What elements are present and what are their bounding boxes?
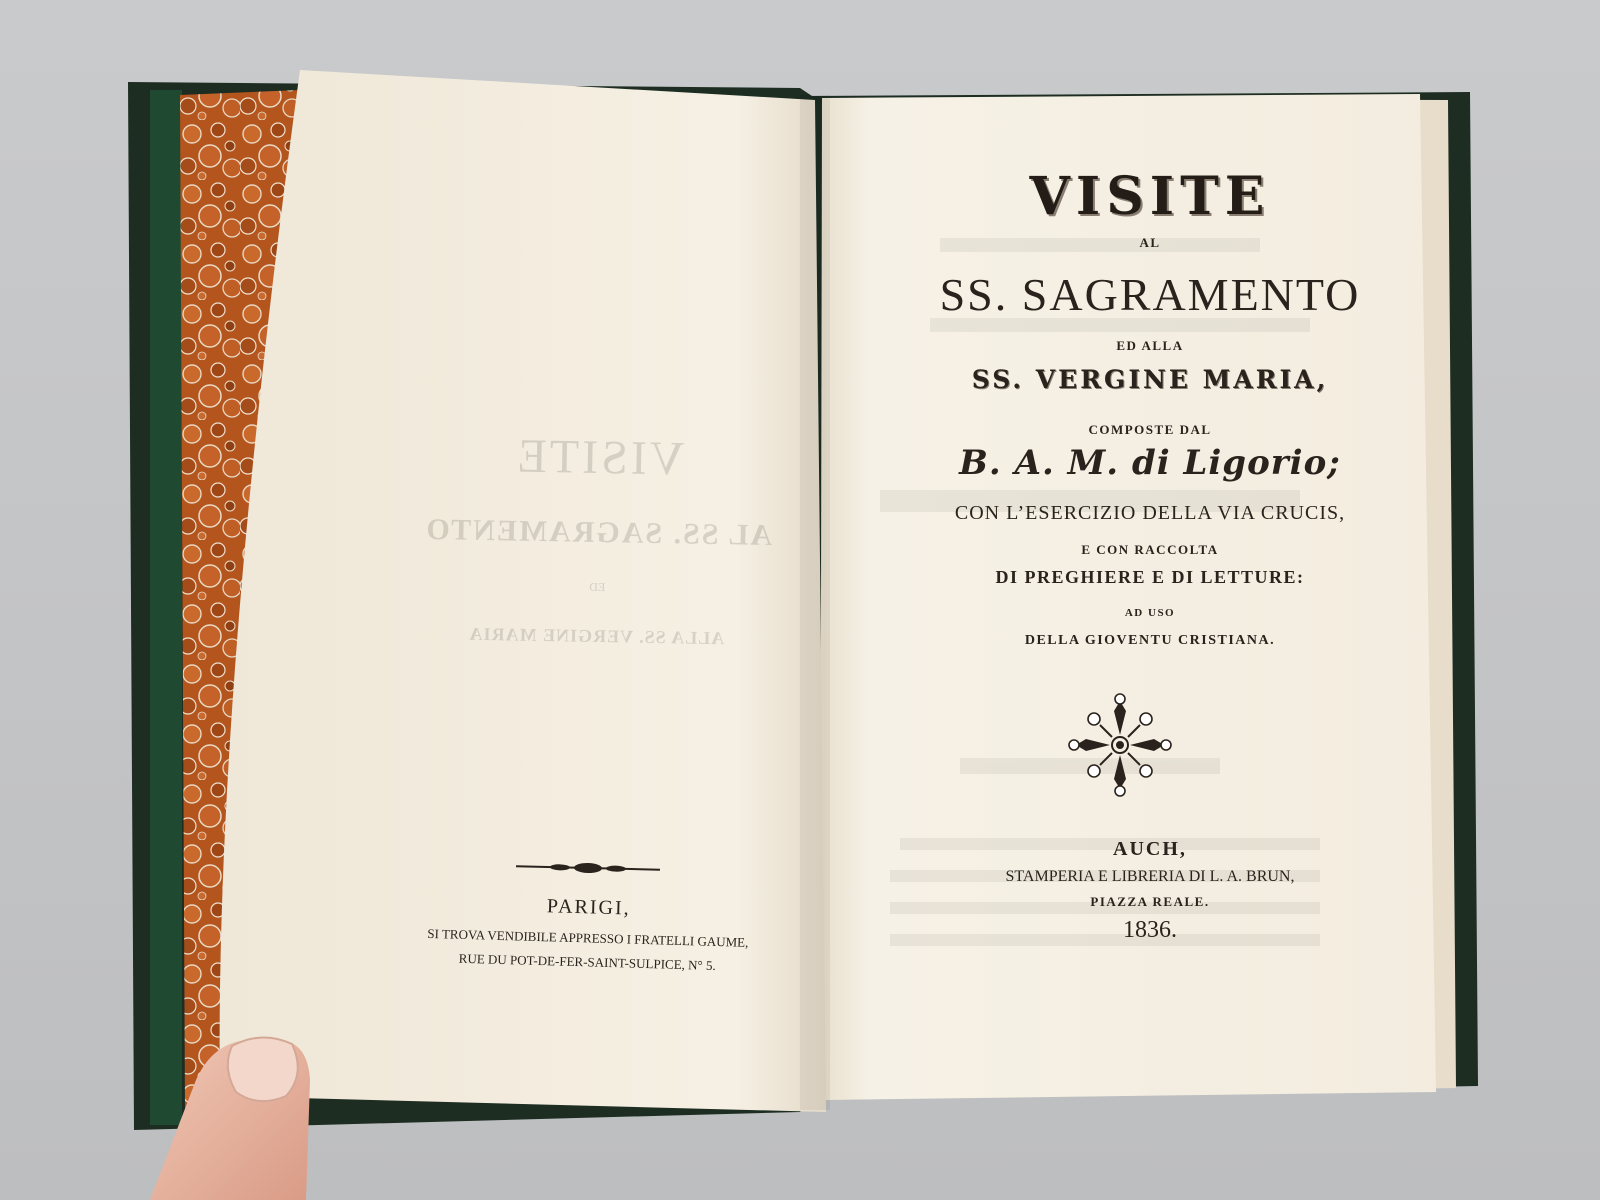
title-author: B. A. M. di Ligorio; [959,443,1341,483]
title-composte-dal: COMPOSTE DAL [1088,422,1212,437]
left-address-line: RUE DU POT-DE-FER-SAINT-SULPICE, N° 5. [458,950,716,973]
gutter-shadow [800,95,830,1110]
left-city: PARIGI, [546,895,631,920]
title-preghiere: DI PREGHIERE E DI LETTURE: [995,567,1305,587]
imprint-year: 1836. [1123,917,1177,943]
imprint-address: PIAZZA REALE. [1090,894,1210,909]
title-e-con-raccolta: E CON RACCOLTA [1081,542,1219,557]
imprint-city: AUCH, [1113,838,1187,860]
left-seller-line: SI TROVA VENDIBILE APPRESSO I FRATELLI GAUME, [427,925,749,950]
title-vergine-maria: SS. VERGINE MARIA, [971,365,1329,394]
cloth-edge [150,90,182,1125]
left-page-bleed-through: VISITE AL SS. SAGRAMENTO ED ALLA SS. VERGINE MARIA [424,429,773,649]
title-ad-uso: AD USO [1124,607,1176,619]
title-visite: VISITE [1029,166,1271,227]
title-al: AL [1139,235,1161,250]
title-sagramento: SS. SAGRAMENTO [939,269,1361,320]
title-ed-alla: ED ALLA [1116,338,1184,353]
title-esercizio: CON L’ESERCIZIO DELLA VIA CRUCIS, [954,502,1346,524]
title-gioventu: DELLA GIOVENTU CRISTIANA. [1024,633,1276,648]
imprint-printer: STAMPERIA E LIBRERIA DI L. A. BRUN, [1005,868,1295,885]
title-page [830,100,1470,1110]
